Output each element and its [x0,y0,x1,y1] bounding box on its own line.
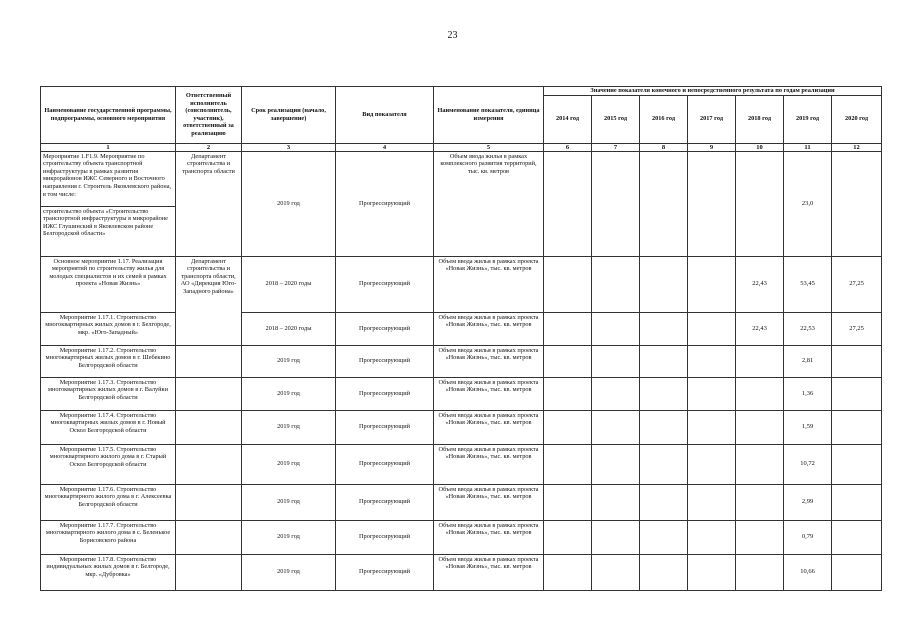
value-cell [640,410,688,444]
value-cell [832,484,882,520]
value-cell [736,410,784,444]
value-cell [832,410,882,444]
column-number: 11 [784,143,832,151]
block1-type: Прогрессирующий [336,151,434,256]
row-type: Прогрессирующий [336,484,434,520]
value-cell [640,484,688,520]
table-row [41,377,882,410]
column-numbers-row [41,143,882,151]
table-row [41,520,882,554]
value-cell: 1,36 [784,377,832,410]
row-name: Мероприятие 1.17.6. Строительство многоквартирного жилого дома в г. Алексеевка Белгородской области [41,484,176,520]
block2-name: Основное мероприятие 1.17. Реализация мероприятий по строительству жилья для молодых специалистов и их семей в рамках проекта «Новая Жизнь» [41,256,176,312]
row-indicator: Объем ввода жилья в рамках проекта «Новая Жизнь», тыс. кв. метров [434,345,544,377]
value-cell [832,520,882,554]
value-cell [688,312,736,345]
column-number: 5 [434,143,544,151]
value-cell [688,151,736,256]
header-year: 2016 год [640,95,688,143]
row-type: Прогрессирующий [336,554,434,590]
row-type: Прогрессирующий [336,312,434,345]
block1-name: Мероприятие 1.F1.9. Мероприятие по строительству объекта транспортной инфраструктуры в рамках развития микрорайонов ИЖС Северного и Восточного направления г. Строитель Яковлевского района, в том числе: [41,151,176,206]
header-name: Наименование государственной программы, подпрограммы, основного мероприятия [41,87,176,144]
row-executor [176,554,242,590]
value-cell [688,484,736,520]
block1-indicator: Объем ввода жилья в рамках комплексного развития территорий, тыс. кв. метров [434,151,544,256]
column-number: 4 [336,143,434,151]
value-cell [640,256,688,312]
value-cell [832,554,882,590]
row-name: Мероприятие 1.17.7. Строительство многоквартирного жилого дома в с. Беленькое Борисовского района [41,520,176,554]
value-cell: 22,43 [736,256,784,312]
row-indicator: Объем ввода жилья в рамках проекта «Новая Жизнь», тыс. кв. метров [434,484,544,520]
header-values-group: Значение показателя конечного и непосредственного результата по годам реализации [544,87,882,96]
value-cell: 10,72 [784,444,832,484]
row-indicator: Объем ввода жилья в рамках проекта «Новая Жизнь», тыс. кв. метров [434,520,544,554]
block1-sub-name: строительство объекта «Строительство транспортной инфраструктуры в микрорайоне ИЖС Глушинский в Яковлевском районе Белгородской области» [41,206,176,256]
value-cell [544,256,592,312]
value-cell [736,444,784,484]
table-row [41,345,882,377]
value-cell [832,151,882,256]
row-type: Прогрессирующий [336,520,434,554]
value-cell [544,444,592,484]
value-cell [832,345,882,377]
block2-term: 2018 – 2020 годы [242,256,336,312]
row-indicator: Объем ввода жилья в рамках проекта «Новая Жизнь», тыс. кв. метров [434,312,544,345]
value-cell [832,444,882,484]
row-term: 2018 – 2020 годы [242,312,336,345]
value-cell [736,151,784,256]
row-term: 2019 год [242,377,336,410]
row-type: Прогрессирующий [336,444,434,484]
value-cell [544,484,592,520]
value-cell: 2,99 [784,484,832,520]
header-year: 2020 год [832,95,882,143]
value-cell [592,151,640,256]
value-cell [544,345,592,377]
value-cell [592,377,640,410]
column-number: 12 [832,143,882,151]
value-cell [736,484,784,520]
page-number: 23 [447,30,458,41]
value-cell [592,520,640,554]
column-number: 8 [640,143,688,151]
value-cell [640,377,688,410]
table-row [41,444,882,484]
block1-executor: Департамент строительства и транспорта области [176,151,242,256]
table-row [41,484,882,520]
header-term: Срок реализации (начало, завершение) [242,87,336,144]
value-cell [592,554,640,590]
row-indicator: Объем ввода жилья в рамках проекта «Новая Жизнь», тыс. кв. метров [434,377,544,410]
value-cell [688,410,736,444]
value-cell: 1,59 [784,410,832,444]
row-executor [176,345,242,377]
value-cell [688,256,736,312]
value-cell: 22,43 [736,312,784,345]
value-cell [544,377,592,410]
row-indicator: Объем ввода жилья в рамках проекта «Новая Жизнь», тыс. кв. метров [434,410,544,444]
value-cell: 27,25 [832,312,882,345]
value-cell [544,151,592,256]
value-cell [640,444,688,484]
value-cell [688,345,736,377]
column-number: 10 [736,143,784,151]
column-number: 3 [242,143,336,151]
row-term: 2019 год [242,554,336,590]
row-term: 2019 год [242,520,336,554]
value-cell [544,410,592,444]
value-cell [640,345,688,377]
header-year: 2018 год [736,95,784,143]
row-executor [176,484,242,520]
value-cell: 2,81 [784,345,832,377]
row-name: Мероприятие 1.17.8. Строительство индивидуальных жилых домов в г. Белгороде, мкр. «Дубровка» [41,554,176,590]
column-number: 9 [688,143,736,151]
value-cell [544,554,592,590]
row-type: Прогрессирующий [336,410,434,444]
row-term: 2019 год [242,484,336,520]
table-row [41,312,882,345]
header-year: 2014 год [544,95,592,143]
row-name: Мероприятие 1.17.5. Строительство многоквартирного жилого дома в г. Старый Оскол Белгородской области [41,444,176,484]
column-number: 1 [41,143,176,151]
indicators-table [40,86,882,591]
value-cell [736,377,784,410]
value-cell [640,151,688,256]
value-cell [736,554,784,590]
row-type: Прогрессирующий [336,345,434,377]
row-indicator: Объем ввода жилья в рамках проекта «Новая Жизнь», тыс. кв. метров [434,444,544,484]
value-cell [592,256,640,312]
value-cell [640,312,688,345]
value-cell [592,345,640,377]
value-cell [832,377,882,410]
row-term: 2019 год [242,410,336,444]
value-cell: 53,45 [784,256,832,312]
value-cell [592,410,640,444]
header-year: 2019 год [784,95,832,143]
row-type: Прогрессирующий [336,377,434,410]
value-cell [688,554,736,590]
row-executor [176,377,242,410]
row-name: Мероприятие 1.17.4. Строительство многоквартирных жилых домов в г. Новый Оскол Белгородской области [41,410,176,444]
value-cell [592,484,640,520]
table-row [41,554,882,590]
value-cell [736,345,784,377]
table-row [41,151,882,206]
value-cell [544,312,592,345]
value-cell [688,520,736,554]
table-row [41,410,882,444]
value-cell [688,444,736,484]
row-executor [176,410,242,444]
row-name: Мероприятие 1.17.1. Строительство многоквартирных жилых домов в г. Белгороде, мкр. «Юго-Западный» [41,312,176,345]
header-type: Вид показателя [336,87,434,144]
column-number: 7 [592,143,640,151]
row-term: 2019 год [242,444,336,484]
header-year: 2015 год [592,95,640,143]
value-cell: 10,66 [784,554,832,590]
header-year: 2017 год [688,95,736,143]
value-cell: 27,25 [832,256,882,312]
block2-type: Прогрессирующий [336,256,434,312]
row-term: 2019 год [242,345,336,377]
value-cell: 0,79 [784,520,832,554]
table-row [41,256,882,312]
row-executor [176,444,242,484]
value-cell [544,520,592,554]
value-cell: 22,53 [784,312,832,345]
block1-term: 2019 год [242,151,336,256]
block2-indicator: Объем ввода жилья в рамках проекта «Новая Жизнь», тыс. кв. метров [434,256,544,312]
value-cell [736,520,784,554]
header-indicator: Наименование показателя, единица измерения [434,87,544,144]
value-cell [640,554,688,590]
row-name: Мероприятие 1.17.3. Строительство многоквартирных жилых домов в г. Валуйки Белгородской области [41,377,176,410]
header-executor: Ответственный исполнитель (соисполнитель, участник), ответственный за реализацию [176,87,242,144]
value-cell: 23,0 [784,151,832,256]
block2-executor: Департамент строительства и транспорта области, АО «Дирекция Юго-Западного района» [176,256,242,345]
value-cell [592,444,640,484]
value-cell [592,312,640,345]
row-indicator: Объем ввода жилья в рамках проекта «Новая Жизнь», тыс. кв. метров [434,554,544,590]
column-number: 2 [176,143,242,151]
value-cell [688,377,736,410]
value-cell [640,520,688,554]
column-number: 6 [544,143,592,151]
row-executor [176,520,242,554]
row-name: Мероприятие 1.17.2. Строительство многоквартирных жилых домов в г. Шебекино Белгородской области [41,345,176,377]
